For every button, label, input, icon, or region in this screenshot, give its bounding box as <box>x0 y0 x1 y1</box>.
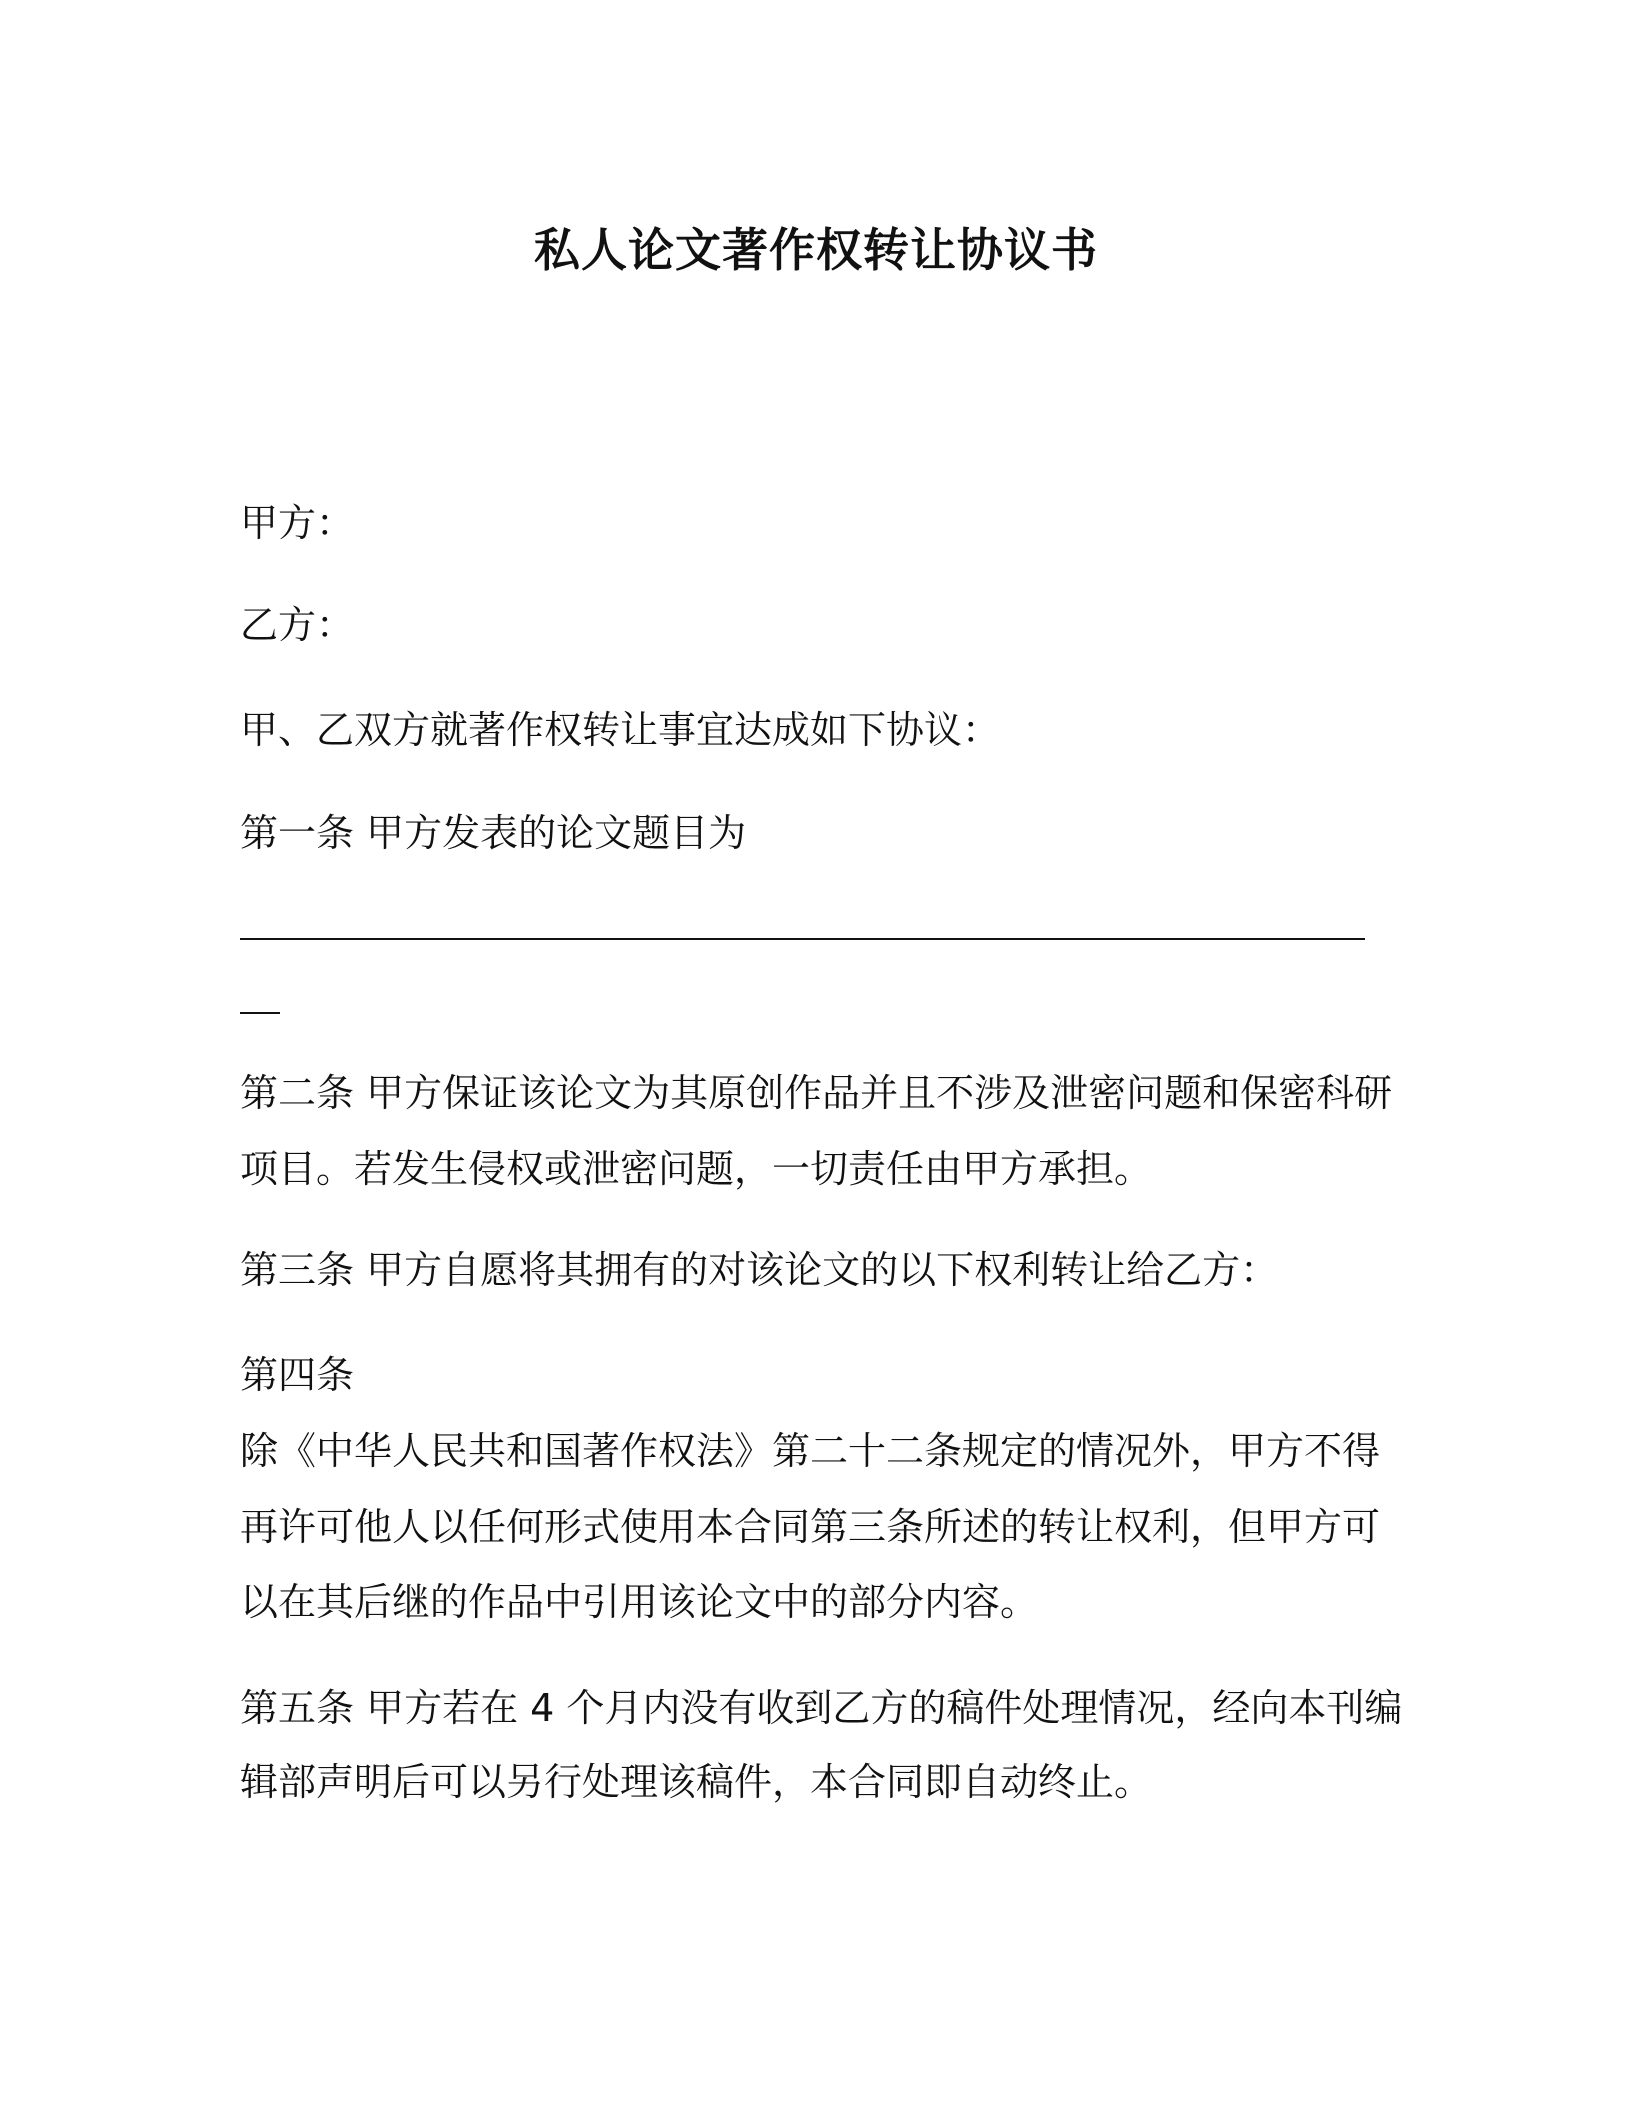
title-blank-underline-continued <box>240 1012 280 1014</box>
article-3: 第三条 甲方自愿将其拥有的对该论文的以下权利转让给乙方： <box>240 1248 1279 1292</box>
article-4-heading: 第四条 <box>240 1353 355 1397</box>
article-4-line-3: 以在其后继的作品中引用该论文中的部分内容。 <box>240 1580 1039 1624</box>
agreement-intro: 甲、乙双方就著作权转让事宜达成如下协议： <box>240 708 1001 752</box>
article-5-line-2: 辑部声明后可以另行处理该稿件，本合同即自动终止。 <box>240 1760 1153 1804</box>
article-4-line-2: 再许可他人以任何形式使用本合同第三条所述的转让权利，但甲方可 <box>240 1505 1381 1549</box>
document-title: 私人论文著作权转让协议书 <box>534 223 1098 277</box>
party-b-label: 乙方： <box>240 603 355 647</box>
party-a-label: 甲方： <box>240 501 355 545</box>
title-blank-underline <box>240 938 1365 940</box>
article-2-line-1: 第二条 甲方保证该论文为其原创作品并且不涉及泄密问题和保密科研 <box>240 1071 1393 1115</box>
article-1: 第一条 甲方发表的论文题目为 <box>240 811 747 855</box>
article-4-line-1: 除《中华人民共和国著作权法》第二十二条规定的情况外，甲方不得 <box>240 1429 1381 1473</box>
article-5-line-1: 第五条 甲方若在 4 个月内没有收到乙方的稿件处理情况，经向本刊编 <box>240 1686 1403 1730</box>
article-2-line-2: 项目。若发生侵权或泄密问题，一切责任由甲方承担。 <box>240 1147 1153 1191</box>
